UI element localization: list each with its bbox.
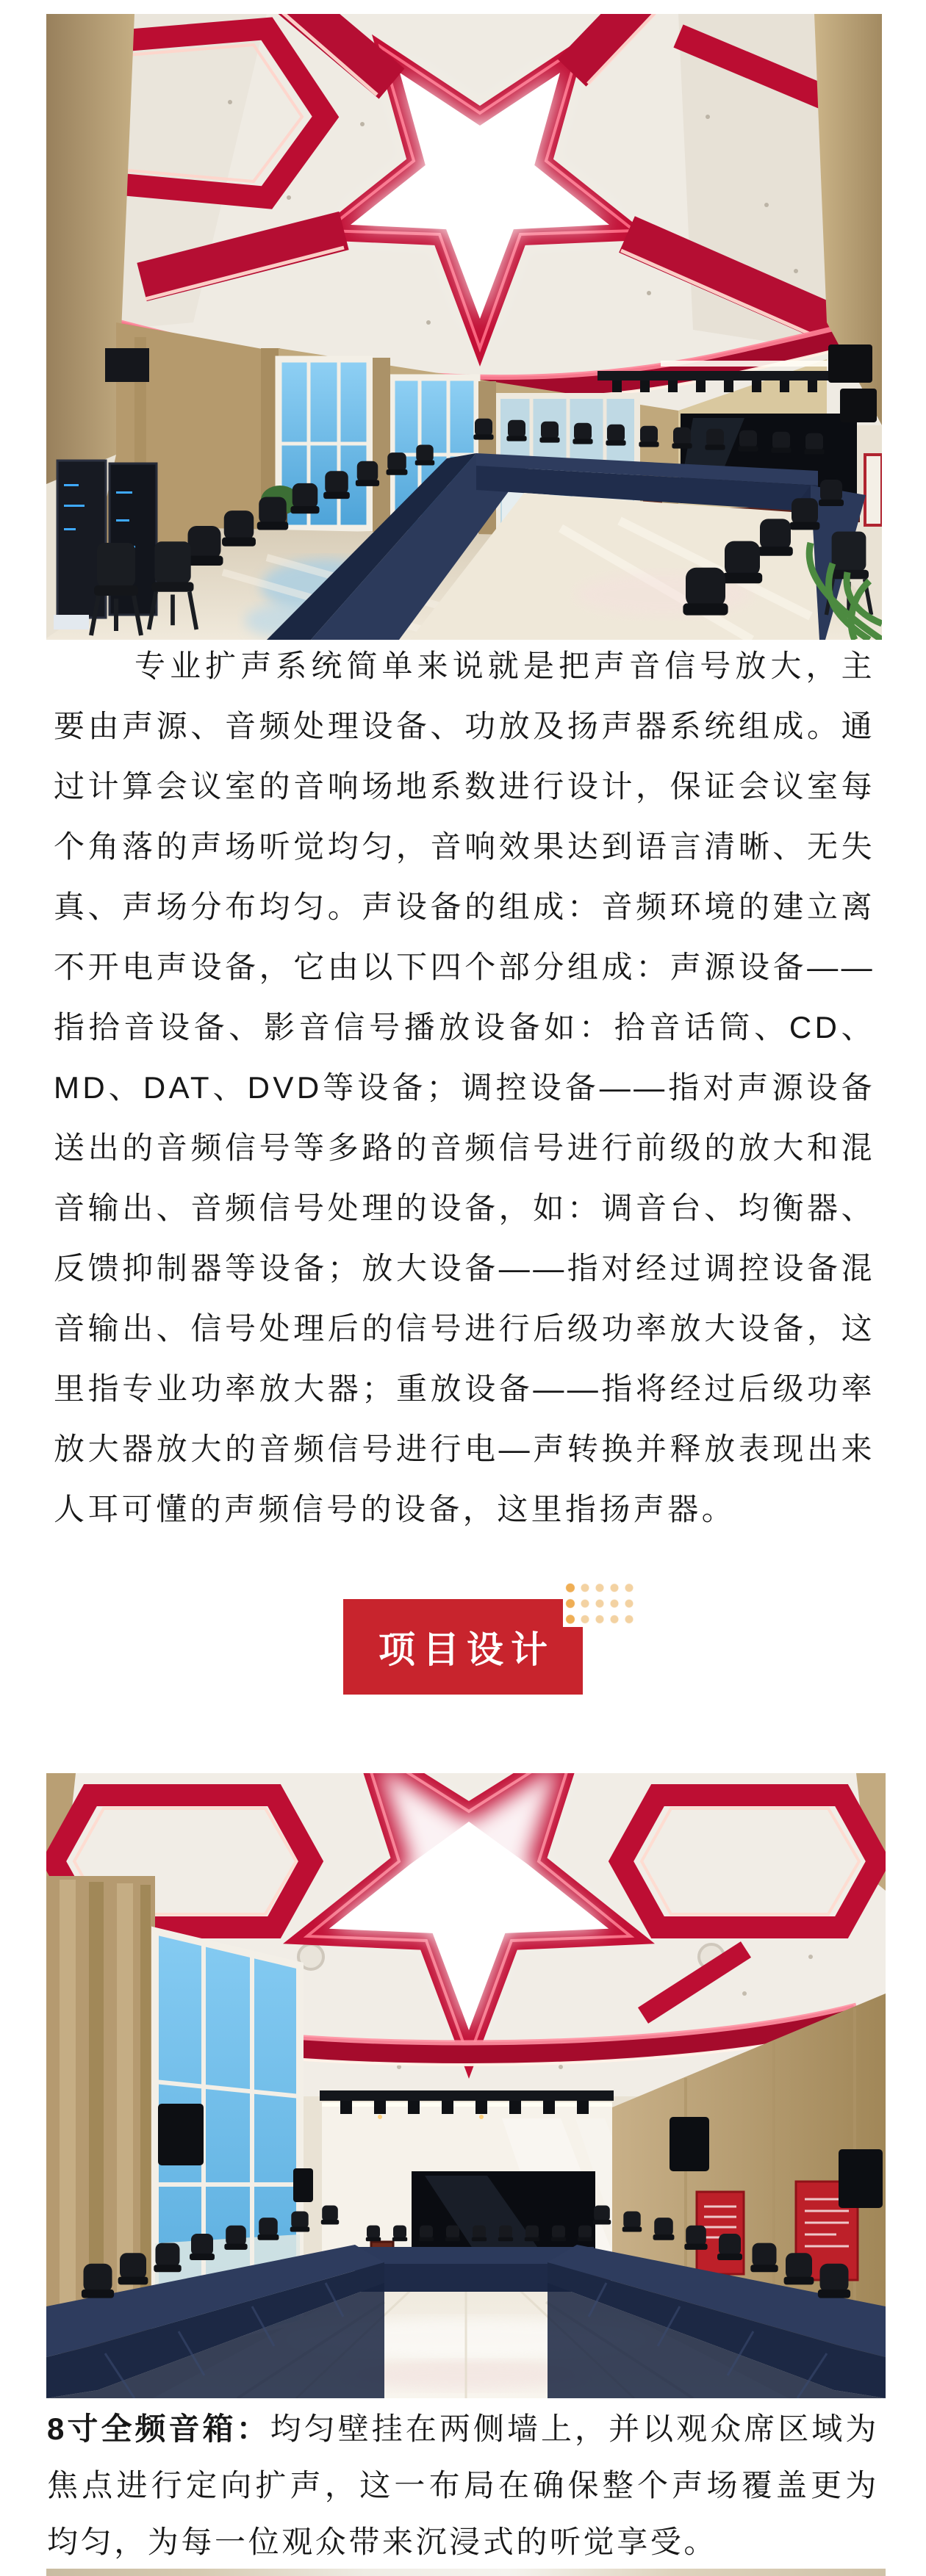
section-title-banner [343,1599,583,1695]
speaker-paragraph-lead: 8寸全频音箱： [47,2411,270,2446]
next-photo-strip [46,2569,886,2576]
intro-paragraph: 专业扩声系统简单来说就是把声音信号放大，主要由声源、音频处理设备、功放及扬声器系统组成。通过计算会议室的音响场地系数进行设计，保证会议室每个角落的声场听觉均匀，音响效果达到语言清晰、无失真、声场分布均匀。声设备的组成：音频环境的建立离不开电声设备，它由以下四个部分组成：声源设备——指拾音设备、影音信号播放设备如：拾音话筒、CD、MD、DAT、DVD等设备；调控设备——指对声源设备送出的音频信号等多路的音频信号进行前级的放大和混音输出、音频信号处理的设备，如：调音台、均衡器、反馈抑制器等设备；放大设备——指对经过调控设备混音输出、信号处理后的信号进行后级功率放大设备，这里指专业功率放大器；重放设备——指将经过后级功率放大器放大的音频信号进行电—声转换并释放表现出来人耳可懂的声频信号的设备，这里指扬声器。 [54,649,875,1526]
conference-room-scene-2 [46,1773,886,2398]
conference-room-photo-top[interactable] [46,14,882,640]
section-title-label: 项目设计 [378,1629,555,1670]
conference-room-scene-1 [46,14,882,640]
speaker-paragraph [47,2400,879,2570]
speaker-paragraph-body: 均匀壁挂在两侧墙上，并以观众席区域为焦点进行定向扩声，这一布局在确保整个声场覆盖更为均匀，为每一位观众带来沉浸式的听觉享受。 [47,2411,879,2559]
wall-poster [865,455,882,525]
gold-dots-decoration [563,1580,636,1627]
conference-room-photo-bottom[interactable] [46,1773,886,2398]
cove-light [322,2102,612,2107]
